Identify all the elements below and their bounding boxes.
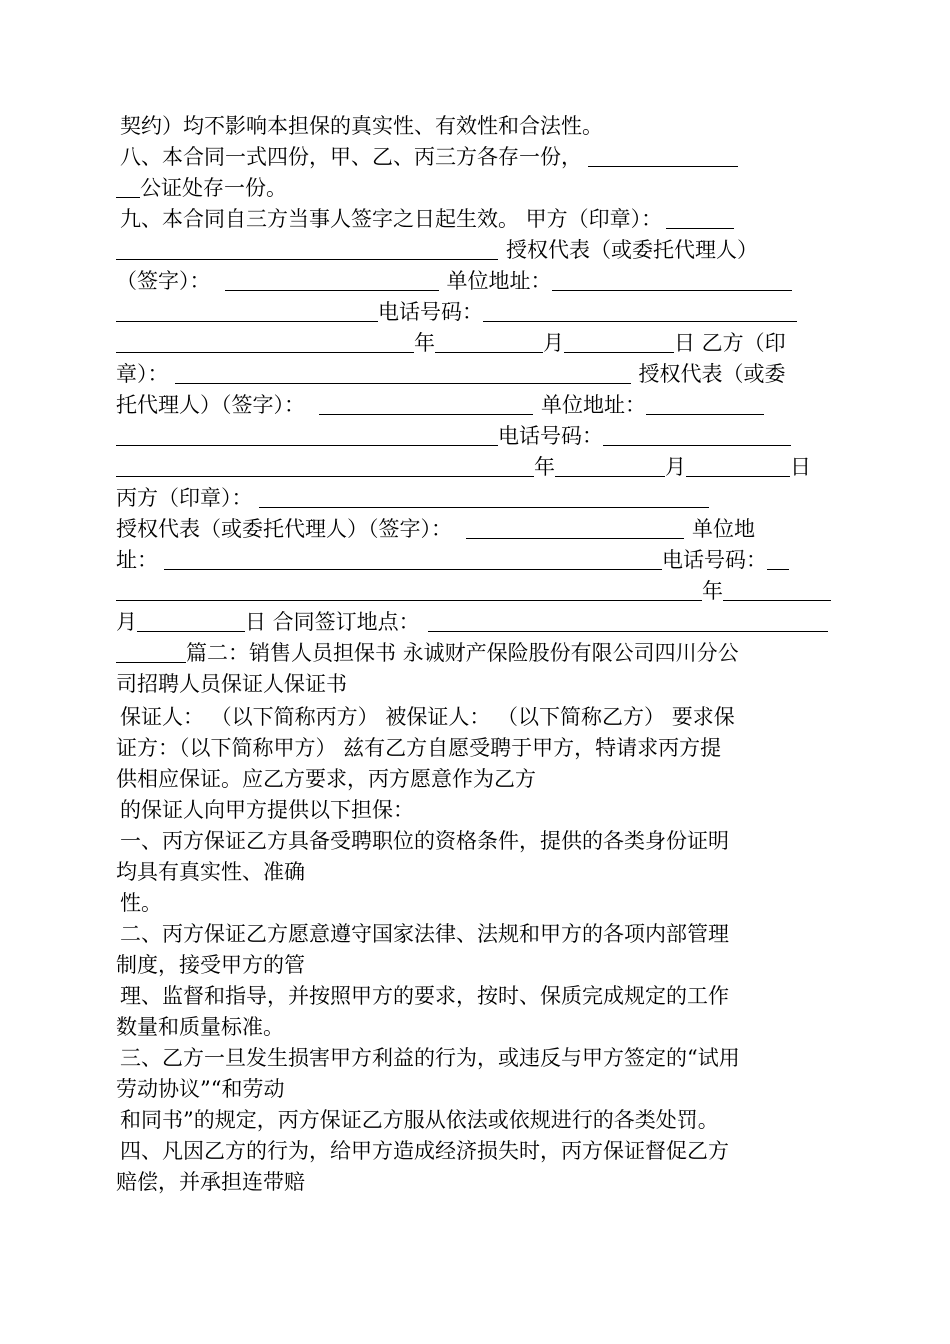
text-line: 劳动协议”“和劳动 [116,1077,285,1101]
text-line: 址： 电话号码： [116,545,836,576]
text-line: 公证处存一份。 [116,173,836,204]
text-line: 授权代表（或委托代理人） [116,235,836,266]
text-line: 电话号码： [116,421,836,452]
text-line: 保证人： （以下简称丙方） 被保证人： （以下简称乙方） 要求保 [120,705,735,729]
text-line: 理、监督和指导，并按照甲方的要求，按时、保质完成规定的工作 [120,984,729,1008]
text-line: 的保证人向甲方提供以下担保： [120,798,414,822]
text-line: 数量和质量标准。 [116,1015,284,1039]
text-line: 二、丙方保证乙方愿意遵守国家法律、法规和甲方的各项内部管理 [120,922,729,946]
text-line: 赔偿，并承担连带赔 [116,1170,305,1194]
text-line: 年 [116,576,836,607]
text-line: 制度，接受甲方的管 [116,953,305,977]
text-line: 证方：（以下简称甲方） 兹有乙方自愿受聘于甲方，特请求丙方提 [116,736,722,760]
text-line: （签字）： 单位地址： [116,266,836,297]
text-line: 司招聘人员保证人保证书 [116,672,347,696]
text-line: 年 月 日 乙方（印 [116,328,836,359]
text-line: 九、本合同自三方当事人签字之日起生效。 甲方（印章）： [120,204,840,235]
text-line: 和同书”的规定，丙方保证乙方服从依法或依规进行的各类处罚。 [120,1108,719,1132]
text-line: 性。 [120,891,162,915]
text-line: 篇二：销售人员担保书 永诚财产保险股份有限公司四川分公 [116,638,836,669]
text-line: 授权代表（或委托代理人）（签字）： 单位地 [116,517,755,541]
text-line: 契约）均不影响本担保的真实性、有效性和合法性。 [120,114,603,138]
text-line: 电话号码： [116,297,836,328]
text-line: 均具有真实性、准确 [116,860,305,884]
text-line: 年 月 日 [116,452,836,483]
text-line: 丙方（印章）： [116,483,836,514]
text-line: 托代理人）（签字）： 单位地址： [116,390,836,421]
text-line: 月 日 合同签订地点： [116,607,836,638]
text-line: 四、凡因乙方的行为，给甲方造成经济损失时，丙方保证督促乙方 [120,1139,729,1163]
text-line: 三、乙方一旦发生损害甲方利益的行为，或违反与甲方签定的“试用 [120,1046,740,1070]
text-line: 章）： 授权代表（或委 [116,362,786,386]
text-line: 八、本合同一式四份，甲、乙、丙三方各存一份， [120,142,840,173]
text-line: 供相应保证。应乙方要求，丙方愿意作为乙方 [116,767,536,791]
text-line: 一、丙方保证乙方具备受聘职位的资格条件，提供的各类身份证明 [120,829,729,853]
